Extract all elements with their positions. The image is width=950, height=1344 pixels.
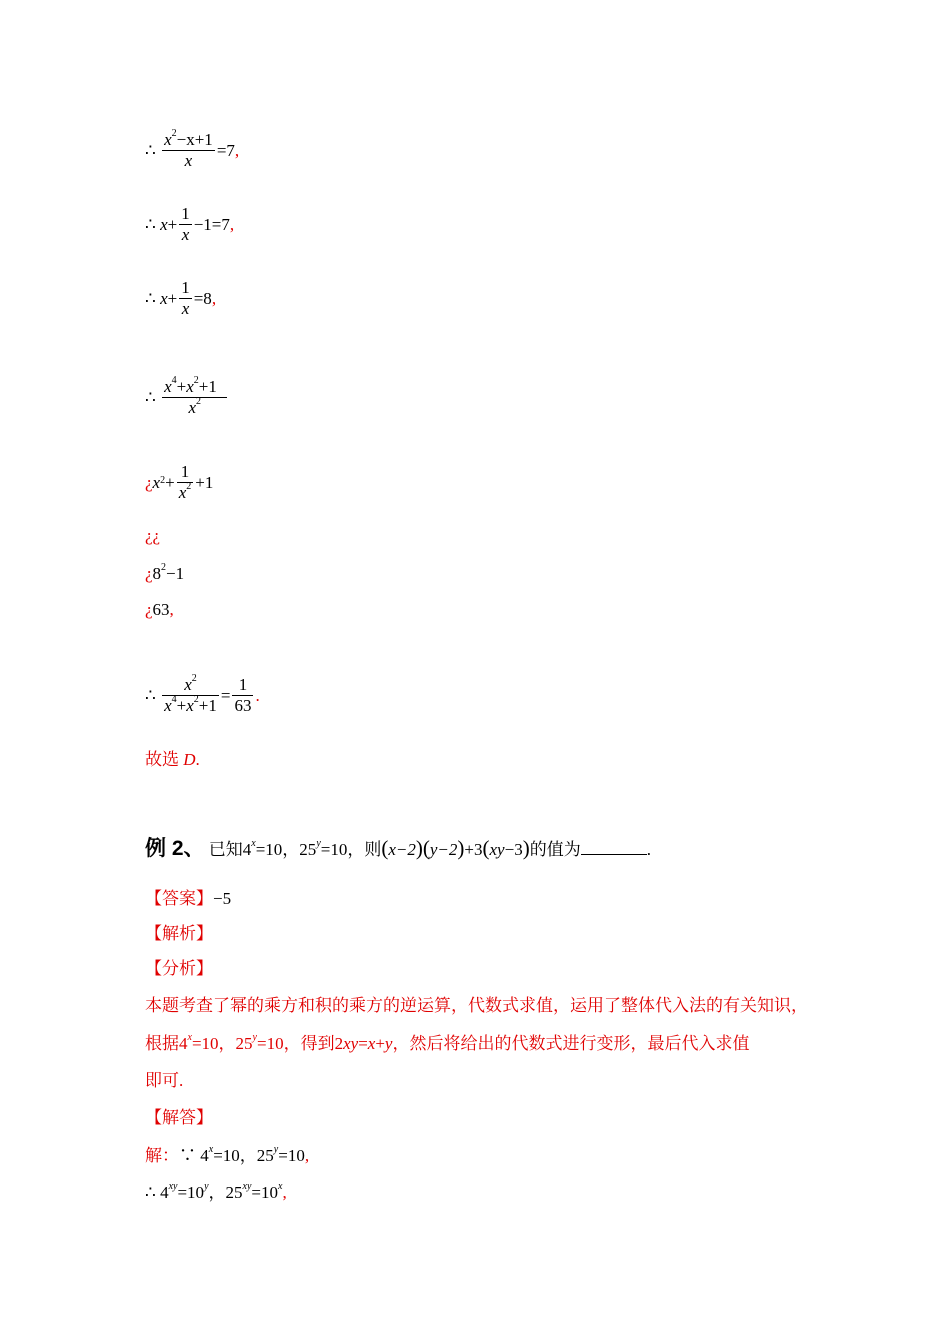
analysis-line-1: 本题考查了幂的乘方和积的乘方的逆运算，代数式求值，运用了整体代入法的有关知识， <box>145 996 808 1015</box>
solution-line-1: 解：∵ $4^x=10$，$25^y=10$, <box>145 1144 310 1165</box>
answer-label: 【答案】 <box>145 889 213 908</box>
answer-blank <box>581 838 647 855</box>
fraction: $\frac{1}{63}$ <box>234 675 252 715</box>
answer-line: 【答案】−5 <box>145 889 232 908</box>
fraction: $\frac{x^2}{x^4+x^2+1}$ <box>164 673 217 715</box>
fraction: $\frac{1}{x}$ <box>181 278 190 318</box>
step-1: ∴ $\frac{x^2-x+1}{x}$ =7 , <box>145 128 240 170</box>
jieda-label: 【解答】 <box>145 1108 213 1127</box>
step-2: ∴ x + $\frac{1}{x}$ −1=7 , <box>145 204 235 244</box>
choose-answer: 故选 D. <box>145 750 200 769</box>
therefore-symbol: ∴ <box>145 140 156 160</box>
solution-line-2: ∴ $4^{xy}=10^y$，$25^{xy}=10^x$, <box>145 1181 287 1202</box>
example-title: 例 2、 <box>145 837 205 860</box>
analysis-line-2: 根据$4^x=10$，$25^y=10$，得到2xy=x+y，然后将给出的代数式进行变形，最后代入求值 <box>145 1032 750 1053</box>
step-7: ¿$8^2-1$ <box>145 562 185 583</box>
fraction: $\frac{1}{x}$ <box>181 204 190 244</box>
fraction: $\frac{x^4+x^2+1}{x^2}$ <box>162 377 227 418</box>
fraction: $\frac{1}{x^2}$ <box>178 462 192 502</box>
step-3: ∴ x + $\frac{1}{x}$ =8 , <box>145 278 217 318</box>
example-2-question: 例 2、 已知$4^x=10$，$25^y=10$，则(x−2)(y−2)+3(xy−3)的值为 . <box>145 836 651 860</box>
step-5: ¿ x $^2$ + $\frac{1}{x^2}$ +1 <box>145 462 214 502</box>
analysis-line-3: 即可. <box>145 1071 184 1090</box>
step-9: ∴ $\frac{x^2}{x^4+x^2+1}$ = $\frac{1}{63}$ . <box>145 673 260 715</box>
step-6: ¿¿ <box>145 526 161 545</box>
step-4: ∴ $\frac{x^4+x^2+1}{x^2}$ <box>145 377 229 418</box>
jiexi-label: 【解析】 <box>145 924 213 943</box>
fraction: $\frac{x^2-x+1}{x}$ <box>164 128 213 170</box>
fenxi-label: 【分析】 <box>145 959 213 978</box>
step-8: ¿63, <box>145 600 174 619</box>
